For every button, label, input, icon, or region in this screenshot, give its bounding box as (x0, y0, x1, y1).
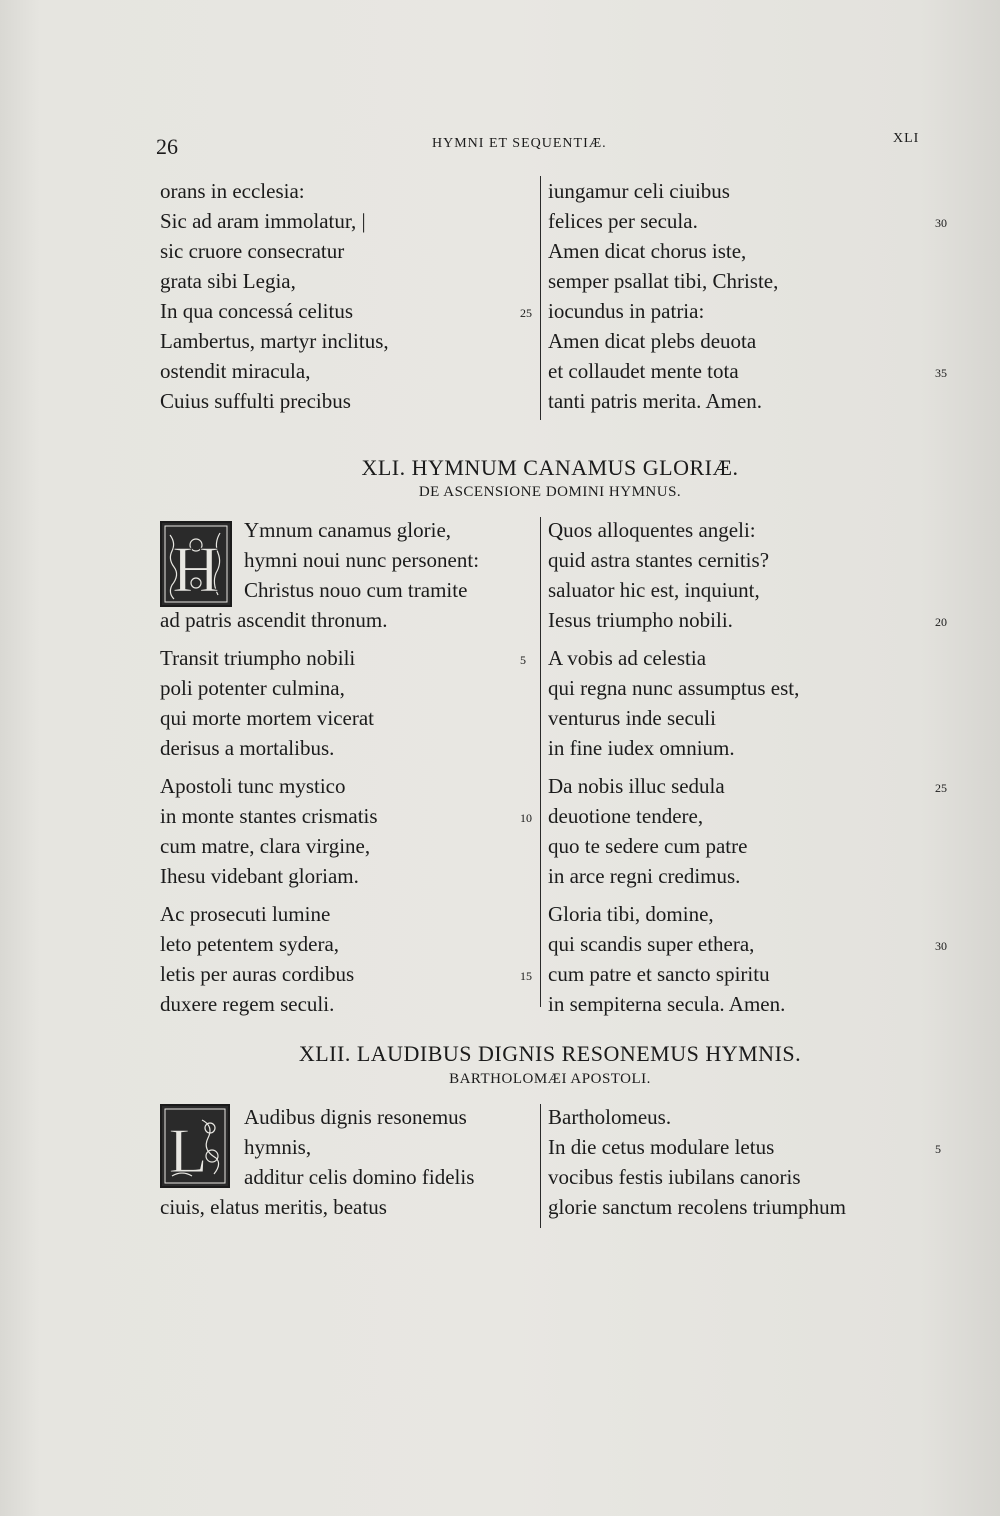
verse-line (540, 989, 940, 1019)
verse-text: iungamur celi ciuibus (548, 179, 730, 203)
verse-line (160, 296, 532, 326)
verse-line (160, 515, 532, 545)
verse-text: in arce regni credimus. (548, 864, 741, 888)
stanza (540, 899, 947, 1019)
verse-text: deuotione tendere, (548, 804, 704, 828)
verse-line (160, 206, 532, 236)
verse-text: quid astra stantes cernitis? (548, 548, 770, 572)
verse-line (160, 1102, 532, 1132)
verse-text: venturus inde seculi (548, 706, 716, 730)
hymn-41-text (160, 513, 947, 1016)
verse-text: et collaudet mente tota (548, 359, 739, 383)
verse-text: hymni noui nunc personent: (244, 548, 480, 572)
verse-line (540, 1132, 940, 1162)
svg-text:L: L (168, 1115, 208, 1186)
verse-text: Ac prosecuti lumine (160, 902, 331, 926)
verse-text: qui morte mortem vicerat (160, 706, 375, 730)
running-title: HYMNI ET SEQUENTIÆ. (432, 136, 607, 151)
verse-line (540, 176, 940, 206)
verse-line (540, 356, 947, 386)
verse-text: saluator hic est, inquiunt, (548, 578, 760, 602)
verse-text: Audibus dignis resonemus (244, 1105, 467, 1129)
stanza (540, 771, 947, 891)
verse-line (160, 929, 532, 959)
verse-line (160, 703, 532, 733)
line-number: 5 (935, 1142, 941, 1156)
verse-text: sic cruore consecratur (160, 239, 345, 263)
verse-text: Lambertus, martyr inclitus, (160, 329, 389, 353)
verse-text: derisus a mortalibus. (160, 736, 335, 760)
verse-line (540, 605, 947, 635)
verse-line (540, 236, 940, 266)
verse-line (540, 266, 940, 296)
hymn-42-title: XLII. LAUDIBUS DIGNIS RESONEMUS HYMNIS. (298, 1041, 802, 1066)
verse-line (160, 356, 532, 386)
verse-line (160, 605, 532, 635)
verse-line (160, 861, 532, 891)
verse-text: ciuis, elatus meritis, beatus (160, 1195, 387, 1219)
line-number: 35 (935, 366, 947, 380)
verse-line (160, 673, 532, 703)
svg-text:H: H (172, 533, 220, 605)
verse-line (540, 801, 940, 831)
verse-text: Apostoli tunc mystico (160, 774, 346, 798)
verse-text: in fine iudex omnium. (548, 736, 735, 760)
stanza (160, 643, 532, 763)
section-number: XLI (893, 131, 920, 146)
stanza (160, 771, 532, 891)
verse-text: tanti patris merita. Amen. (548, 389, 763, 413)
verse-line (540, 296, 940, 326)
verse-line (160, 989, 532, 1019)
verse-text: cum patre et sancto spiritu (548, 962, 770, 986)
verse-text: qui regna nunc assumptus est, (548, 676, 800, 700)
verse-line (160, 266, 532, 296)
verse-text: Bartholomeus. (548, 1105, 672, 1129)
verse-line (540, 673, 940, 703)
verse-text: Amen dicat plebs deuota (548, 329, 757, 353)
line-number: 25 (520, 306, 532, 320)
verse-line (160, 1192, 532, 1222)
verse-line (540, 1102, 940, 1132)
verse-text: letis per auras cordibus (160, 962, 355, 986)
verse-text: qui scandis super ethera, (548, 932, 755, 956)
verse-text: Ihesu videbant gloriam. (160, 864, 359, 888)
verse-line (160, 801, 532, 831)
verse-line (540, 326, 940, 356)
hymn-41-right-column (540, 515, 947, 1027)
verse-line (160, 1162, 532, 1192)
verse-line (540, 386, 940, 416)
verse-text: In qua concessá celitus (160, 299, 354, 323)
hymn-42-subtitle: BARTHOLOMÆI APOSTOLI. (449, 1071, 651, 1087)
verse-text: Ymnum canamus glorie, (244, 518, 452, 542)
continuation-left-column (160, 176, 532, 416)
verse-text: felices per secula. (548, 209, 698, 233)
hymn-42-left-column (160, 1102, 532, 1222)
verse-text: iocundus in patria: (548, 299, 705, 323)
verse-text: Christus nouo cum tramite (244, 578, 468, 602)
verse-line (160, 236, 532, 266)
verse-line (160, 545, 532, 575)
hymn-42-text (160, 1100, 940, 1230)
verse-line (540, 545, 940, 575)
hymn-41-subtitle: DE ASCENSIONE DOMINI HYMNUS. (418, 484, 682, 500)
verse-text: A vobis ad celestia (548, 646, 707, 670)
verse-text: cum matre, clara virgine, (160, 834, 371, 858)
page-number: 26 (156, 134, 178, 159)
line-number: 30 (935, 939, 947, 953)
verse-text: In die cetus modulare letus (548, 1135, 775, 1159)
hymn-42-right-column (540, 1102, 940, 1222)
verse-text: poli potenter culmina, (160, 676, 345, 700)
verse-text: orans in ecclesia: (160, 179, 305, 203)
verse-line (540, 206, 947, 236)
stanza (160, 515, 532, 635)
verse-text: duxere regem seculi. (160, 992, 335, 1016)
verse-line (160, 733, 532, 763)
verse-text: ad patris ascendit thronum. (160, 608, 388, 632)
line-number: 5 (520, 653, 526, 667)
verse-line (160, 176, 532, 206)
verse-text: leto petentem sydera, (160, 932, 340, 956)
verse-line (540, 575, 940, 605)
hymn-41-left-column (160, 515, 532, 1027)
verse-line (540, 515, 940, 545)
verse-text: Transit triumpho nobili (160, 646, 356, 670)
verse-text: glorie sanctum recolens triumphum (548, 1195, 847, 1219)
verse-line (540, 959, 940, 989)
verse-text: Iesus triumpho nobili. (548, 608, 733, 632)
continuation-block (160, 176, 947, 424)
verse-line (540, 733, 940, 763)
stanza (540, 515, 947, 635)
verse-line (160, 1132, 532, 1162)
verse-text: Sic ad aram immolatur, | (160, 209, 366, 233)
line-number: 30 (935, 216, 947, 230)
verse-text: Quos alloquentes angeli: (548, 518, 756, 542)
verse-line (540, 861, 940, 891)
verse-line (540, 899, 940, 929)
verse-text: semper psallat tibi, Christe, (548, 269, 779, 293)
verse-line (540, 929, 947, 959)
hymn-41-title: XLI. HYMNUM CANAMUS GLORIÆ. (361, 455, 739, 480)
verse-text: in monte stantes crismatis (160, 804, 378, 828)
verse-text: vocibus festis iubilans canoris (548, 1165, 801, 1189)
continuation-right-column (540, 176, 947, 416)
verse-line (160, 643, 532, 673)
verse-line (160, 831, 532, 861)
verse-line (540, 1192, 940, 1222)
verse-text: additur celis domino fidelis (244, 1165, 475, 1189)
verse-line (540, 643, 940, 673)
verse-text: ostendit miracula, (160, 359, 311, 383)
verse-text: Cuius suffulti precibus (160, 389, 351, 413)
verse-line (160, 959, 532, 989)
line-number: 25 (935, 781, 947, 795)
line-number: 10 (520, 811, 532, 825)
line-number: 15 (520, 969, 532, 983)
verse-line (160, 386, 532, 416)
verse-text: Gloria tibi, domine, (548, 902, 714, 926)
verse-line (160, 771, 532, 801)
verse-line (540, 1162, 940, 1192)
verse-line (540, 831, 940, 861)
verse-text: Amen dicat chorus iste, (548, 239, 747, 263)
verse-text: in sempiterna secula. Amen. (548, 992, 786, 1016)
verse-line (540, 771, 947, 801)
stanza (540, 643, 940, 763)
verse-line (540, 703, 940, 733)
verse-line (160, 326, 532, 356)
verse-text: Da nobis illuc sedula (548, 774, 725, 798)
verse-line (160, 575, 532, 605)
verse-text: grata sibi Legia, (160, 269, 296, 293)
line-number: 20 (935, 615, 947, 629)
verse-line (160, 899, 532, 929)
verse-text: hymnis, (244, 1135, 312, 1159)
stanza (160, 899, 532, 1019)
verse-text: quo te sedere cum patre (548, 834, 748, 858)
